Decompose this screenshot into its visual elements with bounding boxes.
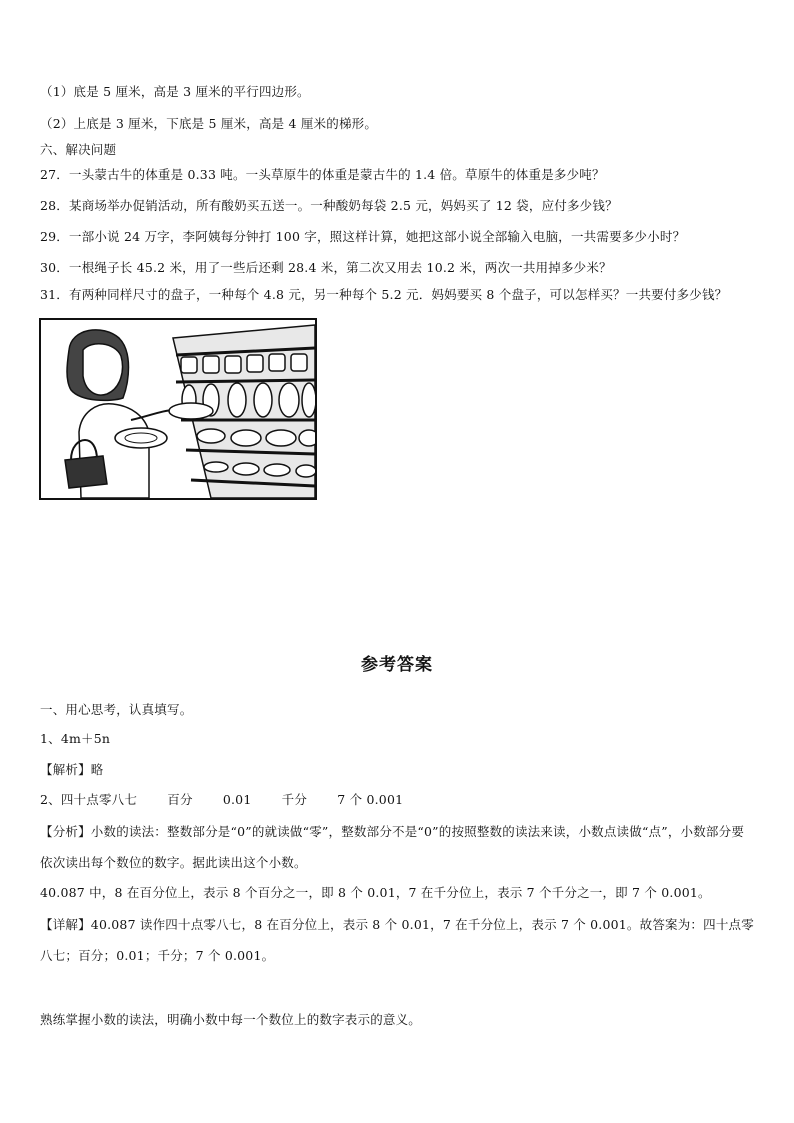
problem-item-1: （1）底是 5 厘米，高是 3 厘米的平行四边形。 (40, 84, 310, 99)
plate-shopping-illustration (39, 318, 317, 500)
question-28: 28．某商场举办促销活动，所有酸奶买五送一。一种酸奶每袋 2.5 元，妈妈买了 12 袋，应付多少钱？ (40, 198, 618, 213)
answer-2-part-1: 2、四十点零八七 (40, 792, 138, 807)
answer-1-note: 【解析】略 (40, 762, 104, 777)
answer-2-part-2: 百分 (167, 792, 193, 807)
question-30: 30．一根绳子长 45.2 米，用了一些后还剩 28.4 米，第二次又用去 10.2 米，两次一共用掉多少米？ (40, 260, 612, 275)
plate-shopping-illustration-image (41, 320, 315, 498)
answer-2-analysis: 【分析】小数的读法：整数部分是“0”的就读做“零”，整数部分不是“0”的按照整数的读法来读，小数点读做“点”，小数部分要依次读出每个数位的数字。据此读出这个小数。 (40, 824, 745, 870)
section-heading-6: 六、解决问题 (40, 142, 117, 157)
answers-section-1: 一、用心思考，认真填写。 (40, 702, 193, 717)
answer-2-detail: 【详解】40.087 读作四十点零八七，8 在百分位上，表示 8 个 0.01，7 在千分位上，表示 7 个 0.001。故答案为：四十点零八七；百分；0.01；千分；7 个 0.001。 (40, 917, 754, 963)
question-27: 27．一头蒙古牛的体重是 0.33 吨。一头草原牛的体重是蒙古牛的 1.4 倍。草原牛的体重是多少吨？ (40, 167, 605, 182)
answer-2-part-3: 0.01 (222, 792, 252, 807)
answers-title: 参考答案 (361, 655, 433, 675)
answer-2-part-4: 千分 (281, 792, 308, 807)
problem-item-2: （2）上底是 3 厘米，下底是 5 厘米，高是 4 厘米的梯形。 (40, 116, 378, 131)
answer-2 (40, 792, 429, 808)
answer-2-summary: 熟练掌握小数的读法，明确小数中每一个数位上的数字表示的意义。 (40, 1012, 422, 1027)
question-29: 29．一部小说 24 万字，李阿姨每分钟打 100 字，照这样计算，她把这部小说全部输入电脑，一共需要多少小时？ (40, 229, 686, 244)
question-31: 31．有两种同样尺寸的盘子，一种每个 4.8 元，另一种每个 5.2 元．妈妈要买 8 个盘子，可以怎样买？一共要付多少钱？ (40, 287, 728, 302)
answer-2-explanation: 40.087 中，8 在百分位上，表示 8 个百分之一，即 8 个 0.01，7 在千分位上，表示 7 个千分之一，即 7 个 0.001。 (40, 885, 711, 900)
answer-2-part-5: 7 个 0.001 (337, 792, 404, 807)
answer-1: 1、4m＋5n (40, 731, 111, 746)
